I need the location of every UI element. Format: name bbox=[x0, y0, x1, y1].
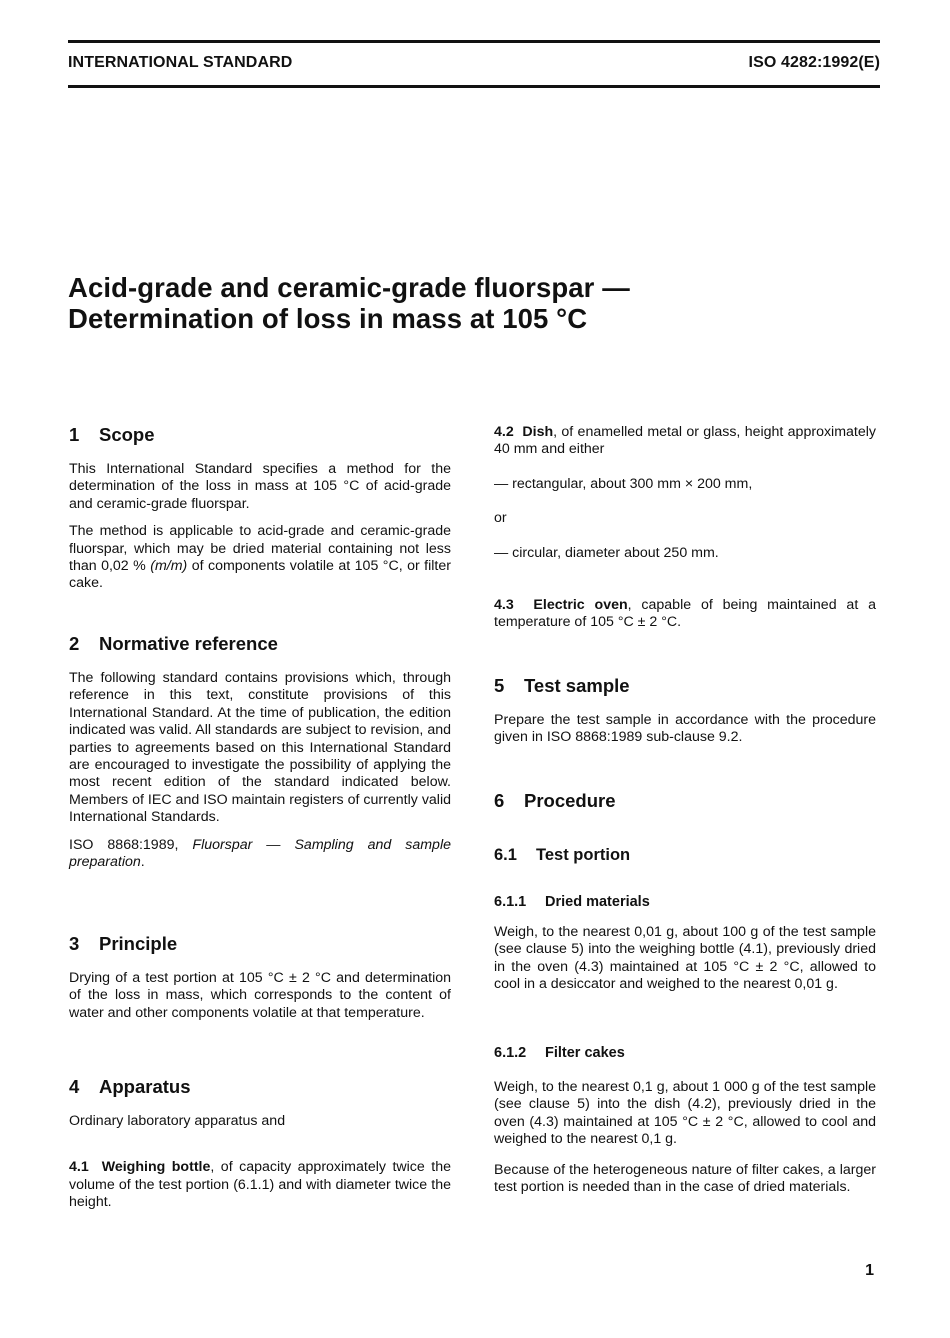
title-line-2: Determination of loss in mass at 105 °C bbox=[68, 303, 588, 334]
section-apparatus bbox=[69, 1076, 451, 1212]
section-scope bbox=[69, 424, 451, 593]
paragraph: This International Standard specifies a method for the determination of the loss in mass at 105 °C of acid-grade and ceramic-grade fluorspar. bbox=[69, 461, 451, 512]
section-principle bbox=[69, 933, 451, 1022]
section-heading: 3 Principle bbox=[69, 933, 178, 954]
list-item: — circular, diameter about 250 mm. bbox=[494, 544, 719, 561]
paragraph: The method is applicable to acid-grade and ceramic-grade fluorspar, which may be dried material containing not less than 0,02 % (m/m) of components volatile at 105 °C, or filter cake. bbox=[69, 523, 451, 592]
section-normative-reference bbox=[69, 633, 451, 871]
subsection-heading: 6.1.1 Dried materials bbox=[494, 894, 650, 910]
section-heading: 5 Test sample bbox=[494, 675, 630, 696]
subsection-test-portion bbox=[494, 845, 876, 865]
header-bottom-rule bbox=[68, 85, 880, 88]
subsection-heading: 6.1.2 Filter cakes bbox=[494, 1045, 625, 1061]
paragraph: or bbox=[494, 510, 507, 527]
paragraph: Drying of a test portion at 105 °C ± 2 °C and determination of the loss in mass, which corresponds to the content of water and other components volatile at that temperature. bbox=[69, 970, 451, 1021]
document-title bbox=[68, 272, 630, 334]
subsection-filter-cakes bbox=[494, 1044, 876, 1196]
paragraph: Weigh, to the nearest 0,1 g, about 1 000 g of the test sample (see clause 5) into the dish (4.2), previously dried in the oven (4.3) maintained at 105 °C ± 2 °C, allowed to cool and weighed to the nearest 0,1 g. bbox=[494, 1079, 876, 1148]
section-heading: 2 Normative reference bbox=[69, 633, 278, 654]
subsection-dried-materials bbox=[494, 893, 876, 994]
document-type-label: INTERNATIONAL STANDARD bbox=[68, 54, 293, 71]
standard-number: ISO 4282:1992(E) bbox=[748, 54, 880, 71]
paragraph: Weigh, to the nearest 0,01 g, about 100 g of the test sample (see clause 5) into the weighing bottle (4.1), previously dried in the oven (4.3) maintained at 105 °C ± 2 °C, allowed to cool in a desiccator and weighed to the nearest 0,01 g. bbox=[494, 924, 876, 993]
section-test-sample bbox=[494, 675, 876, 747]
normative-reference-item: ISO 8868:1989, Fluorspar — Sampling and sample preparation. bbox=[69, 836, 451, 871]
subsection-heading: 6.1 Test portion bbox=[494, 846, 631, 864]
list-item: — rectangular, about 300 mm × 200 mm, bbox=[494, 475, 753, 492]
paragraph: Prepare the test sample in accordance with the procedure given in ISO 8868:1989 sub-clause 9.2. bbox=[494, 712, 876, 746]
apparatus-item-4-1: 4.1 Weighing bottle, of capacity approximately twice the volume of the test portion (6.1.1) and with diameter twice the height. bbox=[69, 1159, 451, 1211]
title-line-1: Acid-grade and ceramic-grade fluorspar — bbox=[68, 272, 630, 303]
paragraph: The following standard contains provisions which, through reference in this text, constitute provisions of this International Standard. At the time of publication, the edition indicated was valid. All standards are subject to revision, and parties to agreements based on this International Standard are encouraged to investigate the possibility of applying the most recent edition of the standard indicated below. Members of IEC and ISO maintain registers of currently valid International Standards. bbox=[69, 670, 451, 826]
paragraph: Because of the heterogeneous nature of filter cakes, a larger test portion is needed than in the case of dried materials. bbox=[494, 1161, 876, 1196]
section-heading: 1 Scope bbox=[69, 424, 155, 445]
section-procedure bbox=[494, 790, 876, 812]
page-number: 1 bbox=[865, 1262, 874, 1279]
header-top-rule bbox=[68, 40, 880, 43]
apparatus-item-4-2 bbox=[494, 424, 876, 562]
paragraph: Ordinary laboratory apparatus and bbox=[69, 1113, 286, 1129]
section-heading: 6 Procedure bbox=[494, 790, 616, 811]
paragraph: 4.3 Electric oven, capable of being maintained at a temperature of 105 °C ± 2 °C. bbox=[494, 597, 876, 631]
apparatus-item-4-3 bbox=[494, 597, 876, 632]
paragraph: 4.2 Dish, of enamelled metal or glass, height approximately 40 mm and either bbox=[494, 424, 876, 458]
section-heading: 4 Apparatus bbox=[69, 1076, 191, 1097]
